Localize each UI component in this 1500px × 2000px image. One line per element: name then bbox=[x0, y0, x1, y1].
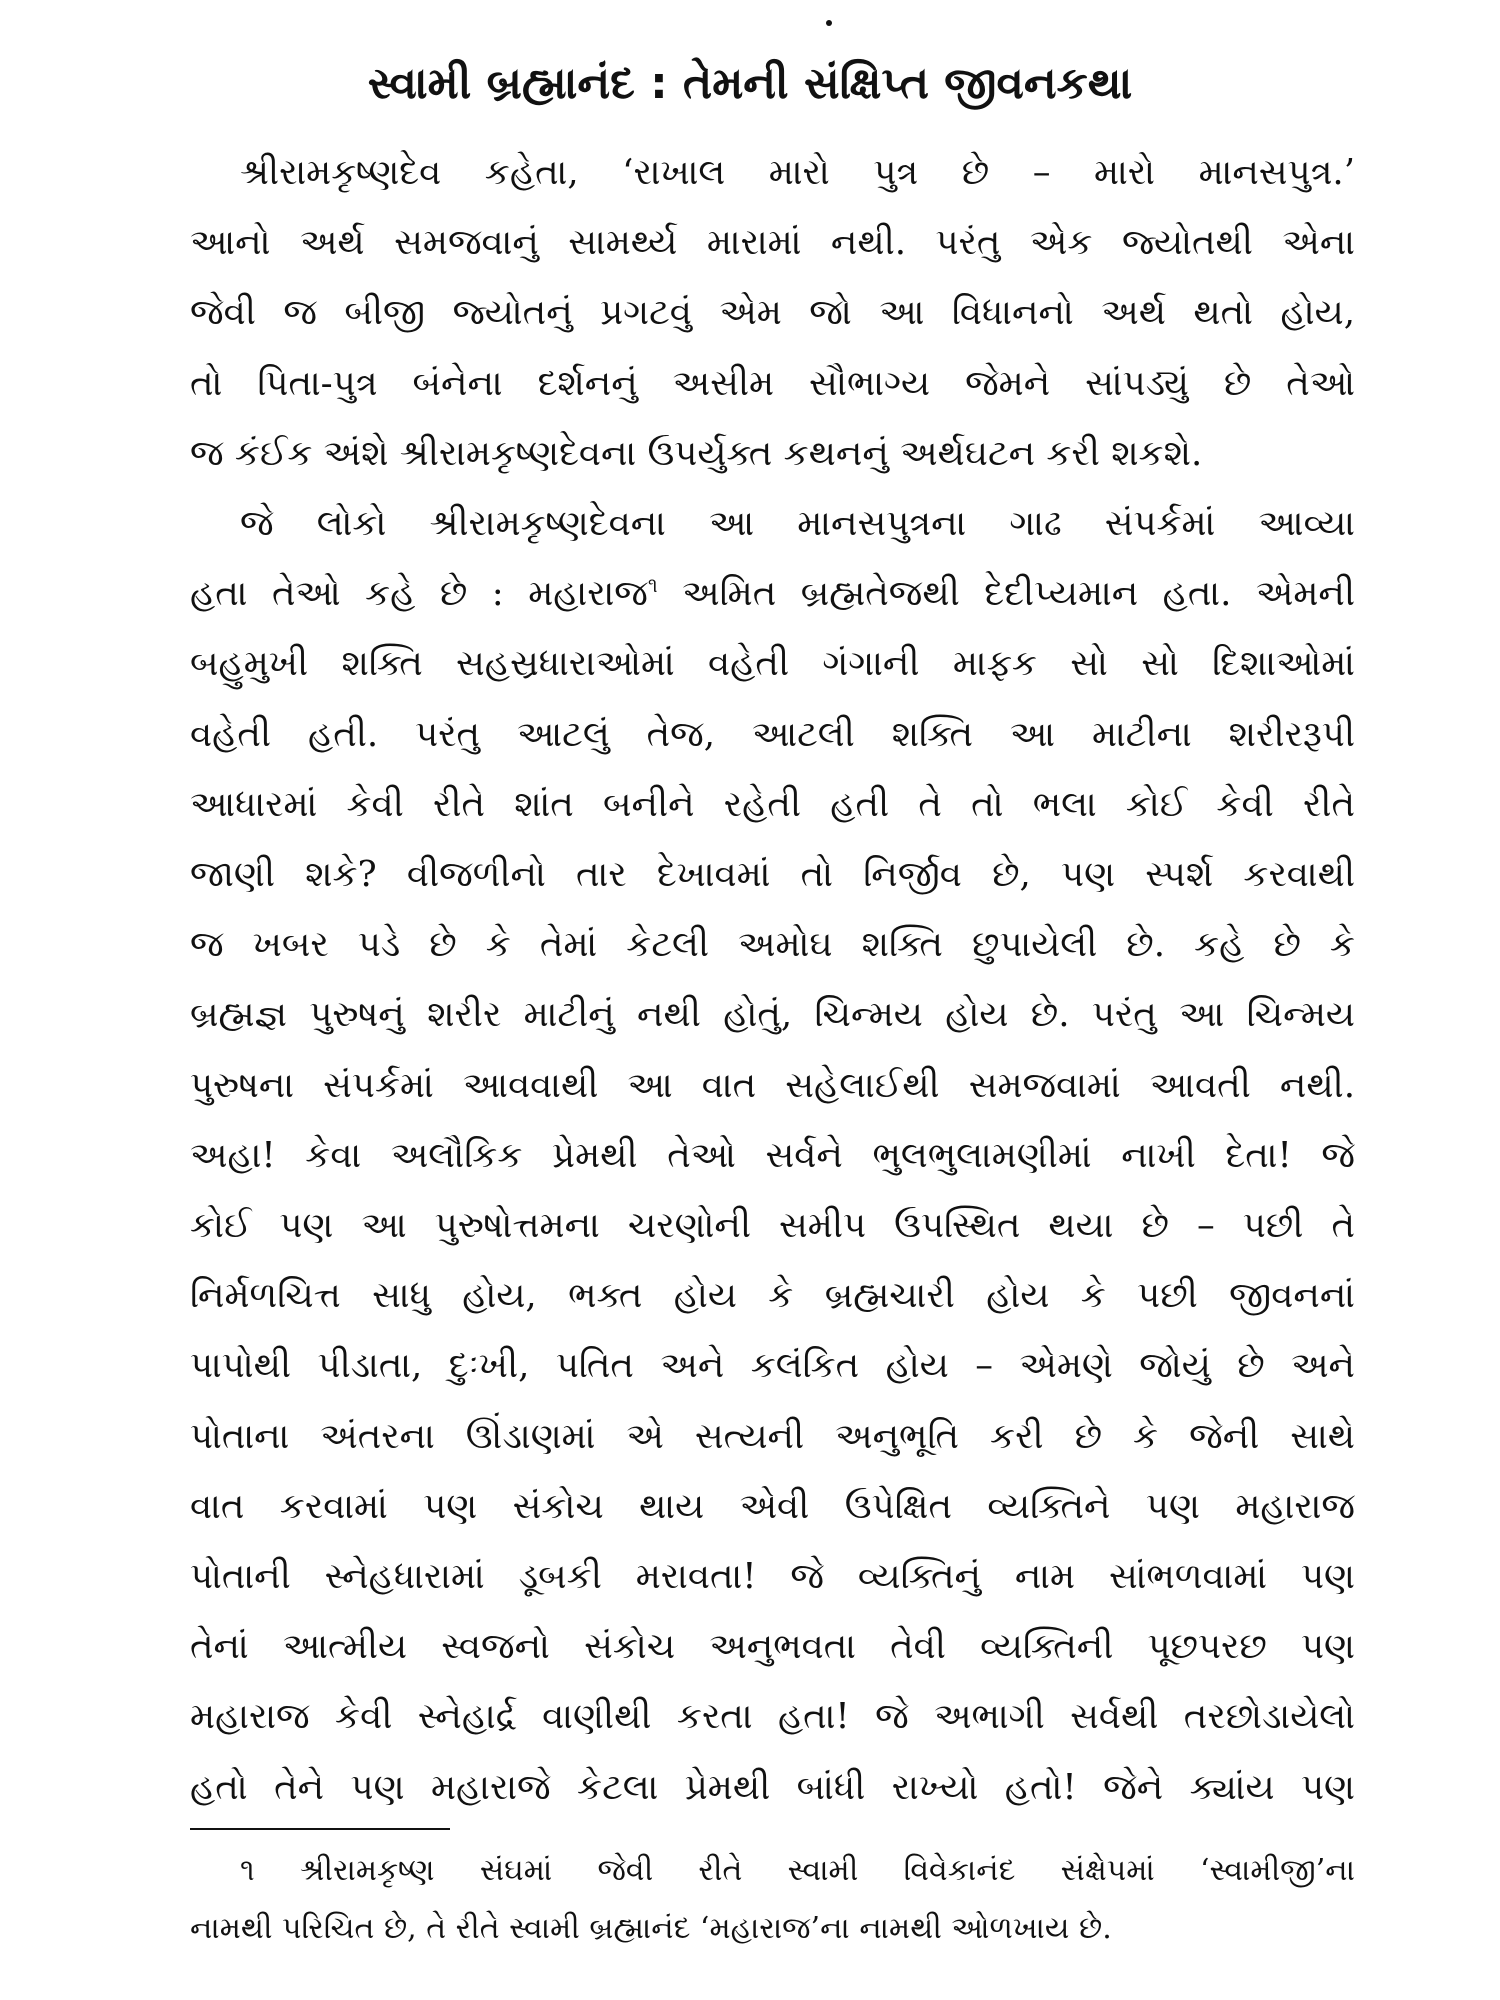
paragraph-line: જાણી શકે? વીજળીનો તાર દેખાવમાં તો નિર્જીવ છે, પણ સ્પર્શ કરવાથી bbox=[190, 854, 1355, 896]
page-dot-mark bbox=[826, 20, 832, 26]
paragraph-line-end: અમિત બ્રહ્મતેજથી દેદીપ્યમાન હતા. એમની bbox=[657, 573, 1355, 615]
footnote bbox=[190, 1842, 1355, 1958]
footnote-line: ૧ શ્રીરામકૃષ્ણ સંઘમાં જેવી રીતે સ્વામી વિવેકાનંદ સંક્ષેપમાં ‘સ્વામીજી’ના bbox=[240, 1853, 1355, 1888]
paragraph-line: નિર્મળચિત્ત સાધુ હોય, ભક્ત હોય કે બ્રહ્મચારી હોય કે પછી જીવનનાં bbox=[190, 1275, 1355, 1317]
paragraph-line: શ્રીરામકૃષ્ણદેવ કહેતા, ‘રાખાલ મારો પુત્ર છે – મારો માનસપુત્ર.’ bbox=[240, 152, 1355, 193]
paragraph-line: આધારમાં કેવી રીતે શાંત બનીને રહેતી હતી તે તો ભલા કોઈ કેવી રીતે bbox=[190, 783, 1355, 825]
paragraph-line: વાત કરવામાં પણ સંકોચ થાય એવી ઉપેક્ષિત વ્યક્તિને પણ મહારાજ bbox=[190, 1485, 1355, 1527]
paragraph-2 bbox=[190, 489, 1355, 1823]
paragraph-1 bbox=[190, 138, 1355, 489]
paragraph-line: વહેતી હતી. પરંતુ આટલું તેજ, આટલી શક્તિ આ માટીના શરીરરૂપી bbox=[190, 713, 1355, 755]
paragraph-line: મહારાજ કેવી સ્નેહાર્દ્ર વાણીથી કરતા હતા! જે અભાગી સર્વથી તરછોડાયેલો bbox=[190, 1696, 1355, 1738]
paragraph-line: કોઈ પણ આ પુરુષોત્તમના ચરણોની સમીપ ઉપસ્થિત થયા છે – પછી તે bbox=[190, 1205, 1355, 1247]
footnote-line: નામથી પરિચિત છે, તે રીતે સ્વામી બ્રહ્માનંદ ‘મહારાજ’ના નામથી ઓળખાય છે. bbox=[190, 1911, 1112, 1946]
paragraph-line: જે લોકો શ્રીરામકૃષ્ણદેવના આ માનસપુત્રના ગાઢ સંપર્કમાં આવ્યા bbox=[240, 503, 1355, 545]
paragraph-line: બહુમુખી શક્તિ સહસ્રધારાઓમાં વહેતી ગંગાની માફક સો સો દિશાઓમાં bbox=[190, 643, 1355, 685]
paragraph-line-start: હતા તેઓ કહે છે : મહારાજ bbox=[190, 573, 648, 615]
paragraph-line: પાપોથી પીડાતા, દુઃખી, પતિત અને કલંકિત હોય – એમણે જોયું છે અને bbox=[190, 1345, 1355, 1387]
paragraph-line: જ કંઈક અંશે શ્રીરામકૃષ્ણદેવના ઉપર્યુક્ત કથનનું અર્થઘટન કરી શકશે. bbox=[190, 432, 1203, 474]
footnote-reference: ૧ bbox=[647, 573, 658, 598]
paragraph-line: બ્રહ્મજ્ઞ પુરુષનું શરીર માટીનું નથી હોતું, ચિન્મય હોય છે. પરંતુ આ ચિન્મય bbox=[190, 994, 1355, 1036]
body-text bbox=[190, 138, 1355, 1823]
paragraph-line: આનો અર્થ સમજવાનું સામર્થ્ય મારામાં નથી. પરંતુ એક જ્યોતથી એના bbox=[190, 222, 1355, 264]
paragraph-line: પોતાની સ્નેહધારામાં ડૂબકી મરાવતા! જે વ્યક્તિનું નામ સાંભળવામાં પણ bbox=[190, 1556, 1355, 1598]
chapter-title: સ્વામી બ્રહ્માનંદ : તેમની સંક્ષિપ્ત જીવનકથા bbox=[367, 58, 1133, 109]
footnote-divider bbox=[190, 1828, 450, 1830]
paragraph-line: પુરુષના સંપર્કમાં આવવાથી આ વાત સહેલાઈથી સમજવામાં આવતી નથી. bbox=[190, 1064, 1355, 1106]
paragraph-line: જેવી જ બીજી જ્યોતનું પ્રગટવું એમ જો આ વિધાનનો અર્થ થતો હોય, bbox=[190, 292, 1355, 334]
paragraph-line: તો પિતા-પુત્ર બંનેના દર્શનનું અસીમ સૌભાગ્ય જેમને સાંપડ્યું છે તેઓ bbox=[190, 362, 1355, 404]
paragraph-line-with-footnote bbox=[190, 559, 1355, 629]
paragraph-line: જ ખબર પડે છે કે તેમાં કેટલી અમોઘ શક્તિ છુપાયેલી છે. કહે છે કે bbox=[190, 924, 1355, 966]
paragraph-line: તેનાં આત્મીય સ્વજનો સંકોચ અનુભવતા તેવી વ્યક્તિની પૂછપરછ પણ bbox=[190, 1626, 1355, 1668]
paragraph-line: હતો તેને પણ મહારાજે કેટલા પ્રેમથી બાંધી રાખ્યો હતો! જેને ક્યાંય પણ bbox=[190, 1766, 1355, 1808]
paragraph-line: પોતાના અંતરના ઊંડાણમાં એ સત્યની અનુભૂતિ કરી છે કે જેની સાથે bbox=[190, 1415, 1355, 1457]
paragraph-line: અહા! કેવા અલૌકિક પ્રેમથી તેઓ સર્વને ભુલભુલામણીમાં નાખી દેતા! જે bbox=[190, 1134, 1355, 1176]
